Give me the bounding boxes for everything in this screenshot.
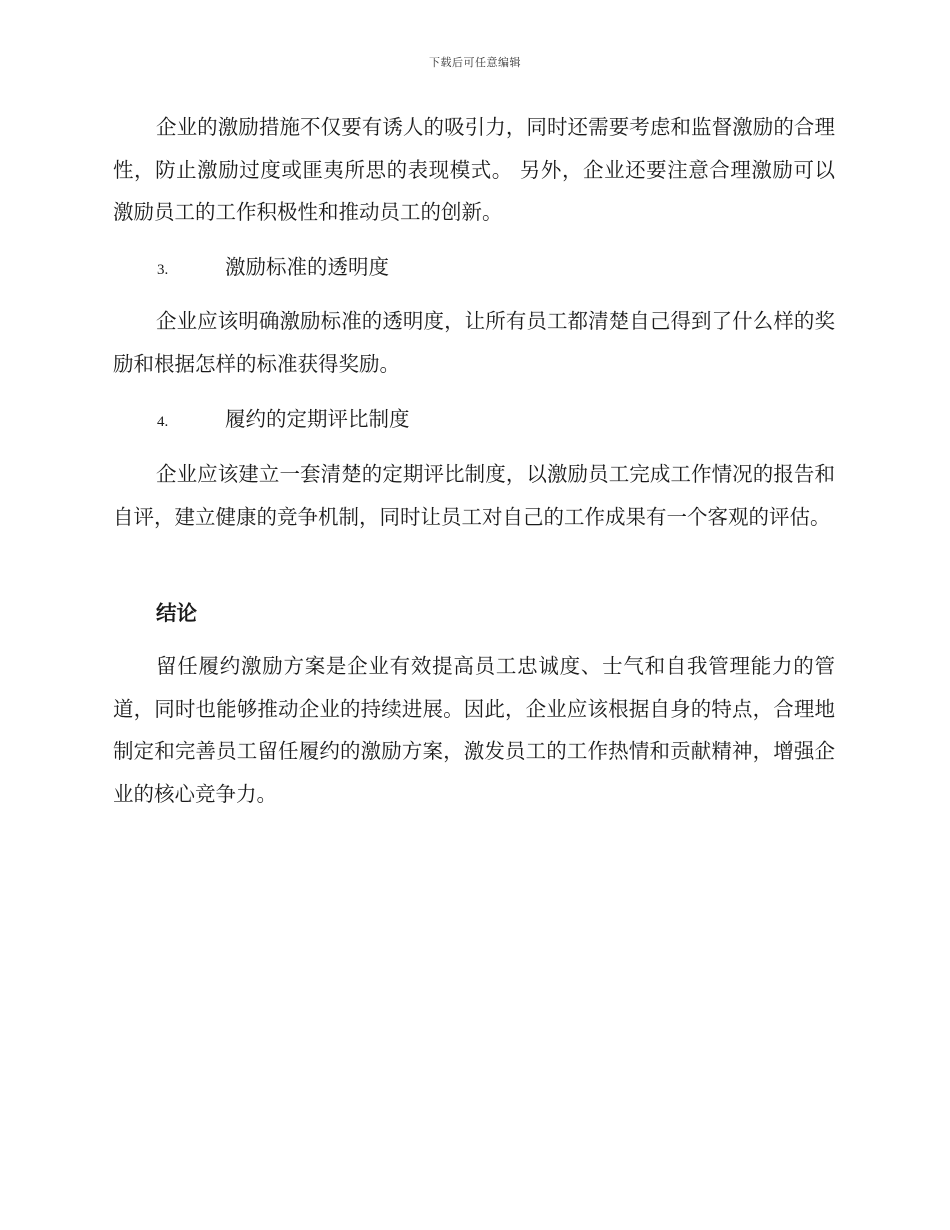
paragraph-transparency: 企业应该明确激励标准的透明度，让所有员工都清楚自己得到了什么样的奖励和根据怎样的标准获得奖励。 (113, 309, 835, 376)
list-item-4 (157, 404, 410, 437)
paragraph-conclusion: 留任履约激励方案是企业有效提高员工忠诚度、士气和自我管理能力的管道，同时也能够推动企业的持续进展。因此，企业应该根据自身的特点，合理地制定和完善员工留任履约的激励方案，激发员工的工作热情和贡献精神，增强企业的核心竞争力。 (113, 654, 835, 806)
list-number: 4. (157, 414, 169, 430)
list-number: 3. (157, 262, 169, 278)
conclusion-heading: 结论 (156, 601, 197, 625)
list-item-3 (157, 252, 389, 285)
paragraph-evaluation-system: 企业应该建立一套清楚的定期评比制度，以激励员工完成工作情况的报告和自评，建立健康的竞争机制，同时让员工对自己的工作成果有一个客观的评估。 (113, 462, 835, 529)
list-title: 履约的定期评比制度 (225, 407, 410, 431)
list-title: 激励标准的透明度 (225, 255, 389, 279)
paragraph-incentive-rationality: 企业的激励措施不仅要有诱人的吸引力，同时还需要考虑和监督激励的合理性，防止激励过度或匪夷所思的表现模式。 另外，企业还要注意合理激励可以激励员工的工作积极性和推动员工的创新。 (113, 115, 835, 224)
page-header: 下载后可任意编辑 (429, 56, 521, 69)
